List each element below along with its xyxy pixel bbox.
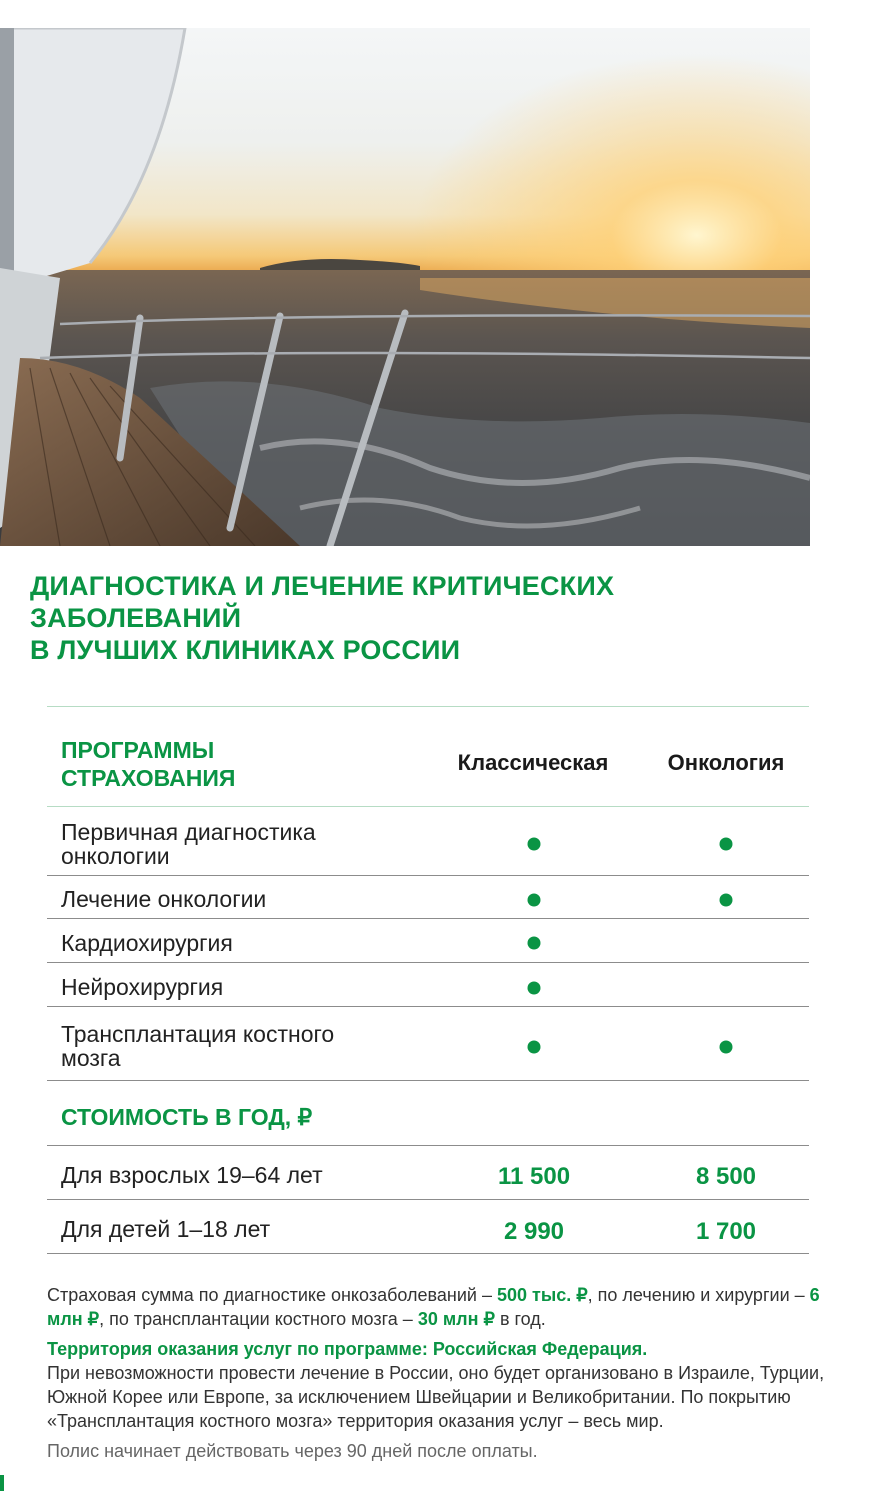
header-divider (47, 806, 809, 807)
table-row-label (61, 820, 316, 868)
coverage-dot-classic (528, 982, 541, 995)
sum-value-diagnostics: 500 тыс. ₽ (496, 1285, 588, 1305)
hero-photo (0, 28, 810, 546)
note-text: , по лечению и хирургии – (587, 1285, 810, 1305)
row-label-line: Трансплантация костного (61, 1021, 335, 1047)
row-divider (47, 1006, 809, 1007)
row-label-line: Первичная диагностика (61, 819, 316, 845)
headline-line-1: ДИАГНОСТИКА И ЛЕЧЕНИЕ КРИТИЧЕСКИХ ЗАБОЛЕВАНИЙ (30, 571, 615, 633)
sum-value-treatment: 6 млн ₽ (47, 1285, 820, 1329)
cost-title: СТОИМОСТЬ В ГОД, ₽ (61, 1104, 313, 1130)
row-divider (47, 1199, 809, 1200)
note-text: Страховая сумма по диагностике онкозаболеваний – (47, 1285, 497, 1305)
table-row-label (61, 931, 233, 955)
price-oncology: 1 700 (695, 1218, 757, 1245)
table-bottom-divider (47, 1253, 809, 1254)
coverage-dot-classic (528, 838, 541, 851)
programs-title (61, 736, 235, 792)
sailboat-sunset-illustration (0, 28, 810, 546)
table-row-label (61, 975, 223, 999)
row-label-line: Нейрохирургия (61, 974, 224, 1000)
column-header-oncology: Онкология (667, 750, 785, 775)
price-row-label: Для детей 1–18 лет (61, 1216, 271, 1242)
note-text: в год. (494, 1309, 546, 1329)
table-row-label (61, 1022, 334, 1070)
note-text: , по трансплантации костного мозга – (99, 1309, 418, 1329)
coverage-dot-oncology (720, 838, 733, 851)
sum-value-transplant: 30 млн ₽ (417, 1309, 495, 1329)
row-label-line: Лечение онкологии (61, 886, 267, 912)
price-oncology: 8 500 (695, 1163, 757, 1190)
programs-title-line-2: СТРАХОВАНИЯ (61, 765, 236, 791)
cost-divider (47, 1145, 809, 1146)
row-divider (47, 962, 809, 963)
coverage-dot-oncology (720, 894, 733, 907)
row-label-line: онкологии (61, 843, 170, 869)
coverage-dot-classic (528, 937, 541, 950)
footnotes (47, 1283, 827, 1463)
column-header-classic: Классическая (457, 750, 609, 775)
price-classic: 2 990 (503, 1218, 565, 1245)
abroad-note: При невозможности провести лечение в России, оно будет организовано в Израиле, Турции, Южной Корее или Европе, за исключением Швейцарии и Великобритании. По покрытию «Трансплантация костного мозга» территория оказания услуг – весь мир. (47, 1363, 825, 1431)
price-classic: 11 500 (497, 1163, 571, 1190)
territory-note: Территория оказания услуг по программе: Российская Федерация. (47, 1339, 648, 1359)
row-divider (47, 875, 809, 876)
row-label-line: мозга (61, 1045, 121, 1071)
table-top-divider (47, 706, 809, 707)
coverage-dot-oncology (720, 1041, 733, 1054)
row-divider (47, 1080, 809, 1081)
sum-insured-note (47, 1283, 827, 1331)
page-edge-marker (0, 1475, 4, 1491)
programs-title-line-1: ПРОГРАММЫ (61, 737, 215, 763)
page-headline (30, 570, 830, 666)
price-row-label: Для взрослых 19–64 лет (61, 1162, 323, 1188)
row-divider (47, 918, 809, 919)
table-row-label (61, 887, 266, 911)
coverage-dot-classic (528, 1041, 541, 1054)
headline-line-2: В ЛУЧШИХ КЛИНИКАХ РОССИИ (30, 635, 461, 665)
coverage-dot-classic (528, 894, 541, 907)
policy-start-note: Полис начинает действовать через 90 дней после оплаты. (47, 1441, 538, 1461)
row-label-line: Кардиохирургия (61, 930, 233, 956)
